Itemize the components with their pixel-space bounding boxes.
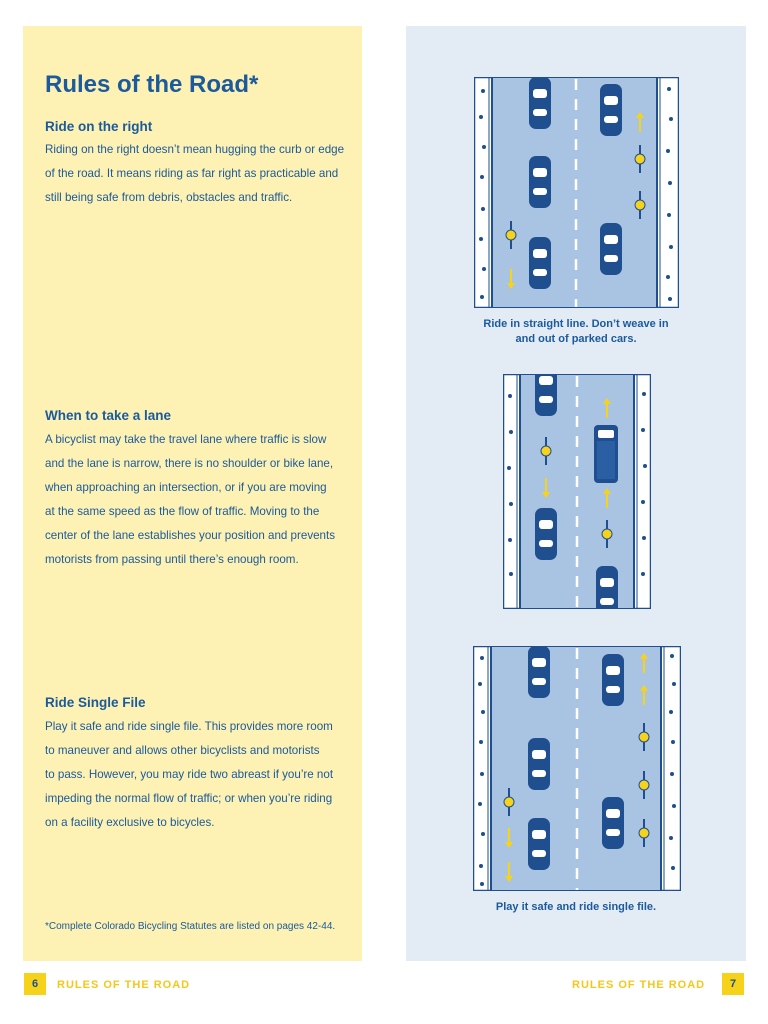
caption-straight-line bbox=[466, 317, 686, 347]
section-body-take-a-lane bbox=[45, 428, 345, 572]
text-line: and the lane is narrow, there is no shoulder or bike lane, bbox=[45, 457, 334, 470]
text-line: at the same speed as the flow of traffic. Moving to the bbox=[45, 505, 320, 518]
caption-single-file bbox=[466, 900, 686, 915]
caption-line: Play it safe and ride single file. bbox=[495, 901, 657, 913]
car bbox=[529, 77, 551, 129]
text-line: to pass. However, you may ride two abreast if you’re not bbox=[45, 768, 334, 781]
truck bbox=[594, 425, 618, 483]
footnote: *Complete Colorado Bicycling Statutes are listed on pages 42-44. bbox=[45, 921, 336, 932]
car bbox=[602, 654, 624, 706]
section-body-single-file bbox=[45, 715, 345, 835]
page-number-left: 6 bbox=[24, 973, 46, 995]
text-line: on a facility exclusive to bicycles. bbox=[45, 816, 215, 829]
diagram-straight-line bbox=[474, 77, 679, 308]
text-line: Play it safe and ride single file. This provides more room bbox=[45, 720, 333, 733]
text-line: of the road. It means riding as far right as practicable and bbox=[45, 167, 339, 180]
car bbox=[535, 374, 557, 416]
footer-label-right: RULES OF THE ROAD bbox=[572, 979, 706, 991]
caption-line: Ride in straight line. Don’t weave in bbox=[483, 318, 669, 330]
car bbox=[529, 237, 551, 289]
text-line: still being safe from debris, obstacles and traffic. bbox=[45, 191, 293, 204]
section-heading-single-file: Ride Single File bbox=[45, 695, 146, 710]
car bbox=[602, 797, 624, 849]
diagram-take-a-lane bbox=[503, 374, 651, 609]
car bbox=[528, 646, 550, 698]
text-line: A bicyclist may take the travel lane where traffic is slow bbox=[45, 433, 327, 446]
text-line: Riding on the right doesn’t mean hugging the curb or edge bbox=[45, 143, 345, 156]
car bbox=[528, 818, 550, 870]
text-line: impeding the normal flow of traffic; or when you’re riding bbox=[45, 792, 333, 805]
caption-line: and out of parked cars. bbox=[515, 333, 637, 345]
text-line: motorists from passing until there’s enough room. bbox=[45, 553, 299, 566]
car bbox=[600, 223, 622, 275]
section-heading-take-a-lane: When to take a lane bbox=[45, 408, 172, 423]
car bbox=[535, 508, 557, 560]
text-line: center of the lane establishes your position and prevents bbox=[45, 529, 336, 542]
car bbox=[600, 84, 622, 136]
car bbox=[529, 156, 551, 208]
road-surface bbox=[492, 78, 657, 307]
text-line: to maneuver and allows other bicyclists and motorists bbox=[45, 744, 320, 757]
page-title: Rules of the Road* bbox=[45, 71, 259, 98]
left-page bbox=[23, 26, 362, 961]
section-heading-ride-on-right: Ride on the right bbox=[45, 119, 153, 134]
diagram-single-file bbox=[473, 646, 681, 891]
car bbox=[596, 566, 618, 609]
car bbox=[528, 738, 550, 790]
footer-label-left: RULES OF THE ROAD bbox=[57, 979, 191, 991]
section-body-ride-on-right bbox=[45, 138, 345, 210]
text-line: when approaching an intersection, or if you are moving bbox=[45, 481, 327, 494]
page-number-right: 7 bbox=[722, 973, 744, 995]
